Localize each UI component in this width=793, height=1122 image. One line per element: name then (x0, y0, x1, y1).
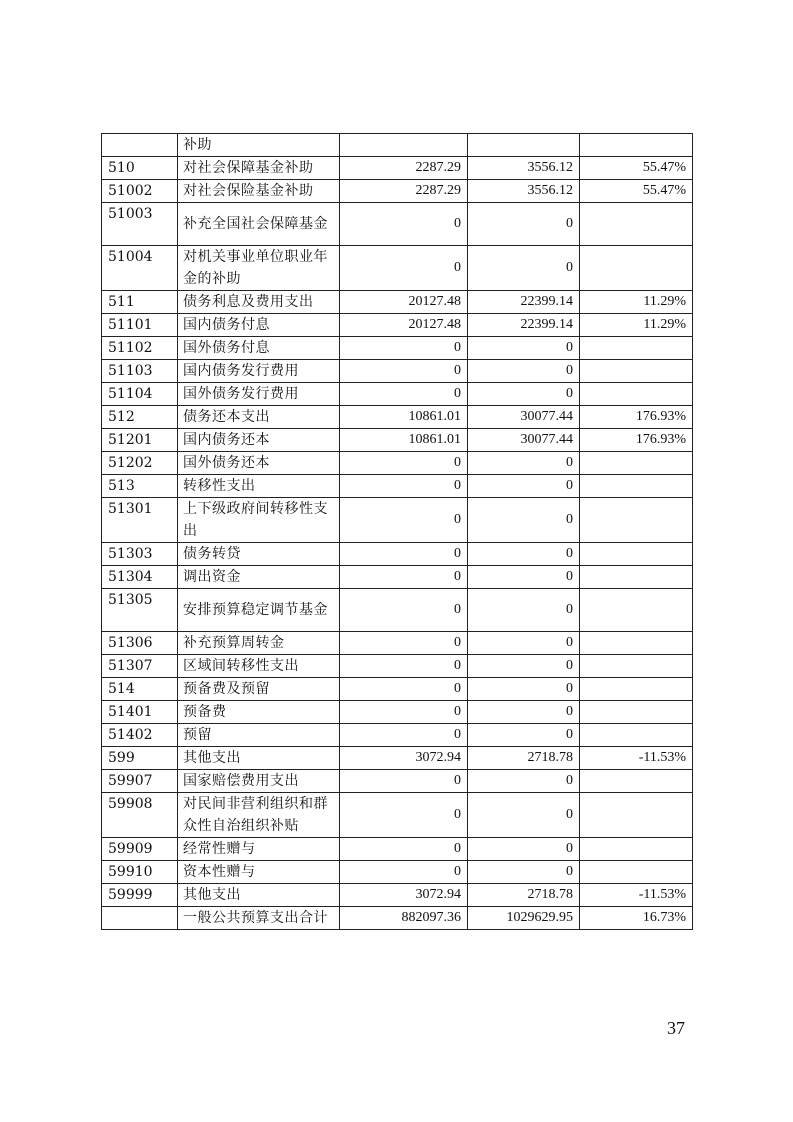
table-row (102, 475, 693, 498)
value-2-cell: 0 (468, 724, 580, 747)
value-1-cell: 882097.36 (340, 907, 468, 930)
table-row (102, 337, 693, 360)
pct-cell (580, 770, 693, 793)
name-cell: 国家赔偿费用支出 (178, 770, 340, 793)
value-2-cell: 2718.78 (468, 747, 580, 770)
value-1-cell: 0 (340, 383, 468, 406)
name-cell: 一般公共预算支出合计 (178, 907, 340, 930)
table-row (102, 589, 693, 632)
value-1-cell: 0 (340, 724, 468, 747)
pct-cell: -11.53% (580, 747, 693, 770)
code-cell (102, 134, 178, 157)
code-cell: 51201 (102, 429, 178, 452)
pct-cell: 176.93% (580, 429, 693, 452)
budget-expenditure-table (101, 133, 693, 930)
table-row (102, 180, 693, 203)
table-row (102, 406, 693, 429)
value-1-cell: 3072.94 (340, 884, 468, 907)
pct-cell (580, 203, 693, 246)
value-1-cell: 0 (340, 838, 468, 861)
name-cell: 债务转贷 (178, 543, 340, 566)
name-cell: 预备费 (178, 701, 340, 724)
name-cell: 其他支出 (178, 747, 340, 770)
pct-cell (580, 724, 693, 747)
table-row-total (102, 907, 693, 930)
value-2-cell: 0 (468, 770, 580, 793)
code-cell: 51003 (102, 203, 178, 246)
pct-cell (580, 452, 693, 475)
value-1-cell: 3072.94 (340, 747, 468, 770)
code-cell: 51305 (102, 589, 178, 632)
name-cell: 国外债务付息 (178, 337, 340, 360)
code-cell: 513 (102, 475, 178, 498)
table-row (102, 498, 693, 543)
value-2-cell: 3556.12 (468, 180, 580, 203)
code-cell: 51004 (102, 246, 178, 291)
value-2-cell: 30077.44 (468, 429, 580, 452)
name-cell: 补充预算周转金 (178, 632, 340, 655)
table-row (102, 678, 693, 701)
value-2-cell: 0 (468, 498, 580, 543)
value-2-cell: 0 (468, 475, 580, 498)
value-1-cell: 0 (340, 632, 468, 655)
value-2-cell: 2718.78 (468, 884, 580, 907)
value-2-cell: 0 (468, 543, 580, 566)
value-1-cell: 0 (340, 793, 468, 838)
code-cell (102, 907, 178, 930)
value-1-cell (340, 134, 468, 157)
value-1-cell: 0 (340, 655, 468, 678)
code-cell: 514 (102, 678, 178, 701)
name-cell: 国内债务发行费用 (178, 360, 340, 383)
value-2-cell: 0 (468, 383, 580, 406)
name-cell: 补充全国社会保障基金 (178, 203, 340, 246)
table-row (102, 793, 693, 838)
name-cell: 安排预算稳定调节基金 (178, 589, 340, 632)
value-2-cell: 0 (468, 632, 580, 655)
value-2-cell: 1029629.95 (468, 907, 580, 930)
pct-cell (580, 701, 693, 724)
name-cell: 对社会保障基金补助 (178, 157, 340, 180)
code-cell: 51002 (102, 180, 178, 203)
value-1-cell: 0 (340, 770, 468, 793)
code-cell: 51401 (102, 701, 178, 724)
table-row (102, 383, 693, 406)
code-cell: 51307 (102, 655, 178, 678)
value-2-cell: 0 (468, 793, 580, 838)
code-cell: 59910 (102, 861, 178, 884)
pct-cell (580, 360, 693, 383)
pct-cell (580, 566, 693, 589)
code-cell: 59908 (102, 793, 178, 838)
pct-cell (580, 678, 693, 701)
value-2-cell: 0 (468, 701, 580, 724)
value-2-cell: 0 (468, 203, 580, 246)
name-cell: 上下级政府间转移性支出 (178, 498, 340, 543)
value-2-cell (468, 134, 580, 157)
code-cell: 51301 (102, 498, 178, 543)
value-1-cell: 0 (340, 498, 468, 543)
code-cell: 59999 (102, 884, 178, 907)
value-2-cell: 30077.44 (468, 406, 580, 429)
value-1-cell: 20127.48 (340, 291, 468, 314)
table-row (102, 838, 693, 861)
pct-cell (580, 655, 693, 678)
value-1-cell: 0 (340, 861, 468, 884)
table-row (102, 452, 693, 475)
pct-cell (580, 383, 693, 406)
value-1-cell: 0 (340, 246, 468, 291)
pct-cell: 55.47% (580, 180, 693, 203)
table-row (102, 747, 693, 770)
pct-cell (580, 861, 693, 884)
value-2-cell: 22399.14 (468, 314, 580, 337)
code-cell: 51104 (102, 383, 178, 406)
table-row (102, 360, 693, 383)
value-1-cell: 0 (340, 203, 468, 246)
table-row (102, 314, 693, 337)
code-cell: 599 (102, 747, 178, 770)
pct-cell: 16.73% (580, 907, 693, 930)
value-1-cell: 0 (340, 475, 468, 498)
table-row (102, 770, 693, 793)
name-cell: 国内债务还本 (178, 429, 340, 452)
table-row (102, 724, 693, 747)
name-cell: 国内债务付息 (178, 314, 340, 337)
table-row (102, 246, 693, 291)
value-2-cell: 0 (468, 589, 580, 632)
value-1-cell: 0 (340, 701, 468, 724)
pct-cell: -11.53% (580, 884, 693, 907)
name-cell: 国外债务还本 (178, 452, 340, 475)
pct-cell (580, 498, 693, 543)
name-cell: 其他支出 (178, 884, 340, 907)
value-1-cell: 0 (340, 452, 468, 475)
name-cell: 对社会保险基金补助 (178, 180, 340, 203)
table-row (102, 884, 693, 907)
page-number: 37 (667, 1018, 685, 1038)
name-cell: 经常性赠与 (178, 838, 340, 861)
code-cell: 51102 (102, 337, 178, 360)
name-cell: 债务利息及费用支出 (178, 291, 340, 314)
code-cell: 512 (102, 406, 178, 429)
value-1-cell: 10861.01 (340, 429, 468, 452)
value-2-cell: 0 (468, 337, 580, 360)
table-row (102, 655, 693, 678)
code-cell: 51103 (102, 360, 178, 383)
pct-cell (580, 337, 693, 360)
code-cell: 51306 (102, 632, 178, 655)
pct-cell (580, 632, 693, 655)
value-2-cell: 0 (468, 655, 580, 678)
value-1-cell: 2287.29 (340, 157, 468, 180)
value-2-cell: 0 (468, 360, 580, 383)
code-cell: 51303 (102, 543, 178, 566)
table-row (102, 543, 693, 566)
value-1-cell: 0 (340, 678, 468, 701)
table-row (102, 203, 693, 246)
pct-cell (580, 793, 693, 838)
value-1-cell: 0 (340, 543, 468, 566)
name-cell: 区域间转移性支出 (178, 655, 340, 678)
table-row (102, 632, 693, 655)
value-2-cell: 0 (468, 678, 580, 701)
value-1-cell: 2287.29 (340, 180, 468, 203)
value-1-cell: 0 (340, 589, 468, 632)
table-row (102, 134, 693, 157)
table-row (102, 566, 693, 589)
table-row (102, 701, 693, 724)
value-1-cell: 0 (340, 566, 468, 589)
table-row (102, 157, 693, 180)
value-2-cell: 0 (468, 861, 580, 884)
pct-cell: 11.29% (580, 291, 693, 314)
pct-cell: 55.47% (580, 157, 693, 180)
code-cell: 510 (102, 157, 178, 180)
pct-cell: 176.93% (580, 406, 693, 429)
name-cell: 调出资金 (178, 566, 340, 589)
pct-cell (580, 543, 693, 566)
value-1-cell: 10861.01 (340, 406, 468, 429)
code-cell: 51202 (102, 452, 178, 475)
value-2-cell: 0 (468, 246, 580, 291)
value-2-cell: 0 (468, 452, 580, 475)
pct-cell (580, 134, 693, 157)
name-cell: 补助 (178, 134, 340, 157)
name-cell: 对民间非营利组织和群众性自治组织补贴 (178, 793, 340, 838)
name-cell: 资本性赠与 (178, 861, 340, 884)
name-cell: 对机关事业单位职业年金的补助 (178, 246, 340, 291)
value-1-cell: 0 (340, 360, 468, 383)
value-2-cell: 0 (468, 566, 580, 589)
name-cell: 债务还本支出 (178, 406, 340, 429)
code-cell: 51402 (102, 724, 178, 747)
value-1-cell: 0 (340, 337, 468, 360)
pct-cell (580, 589, 693, 632)
name-cell: 国外债务发行费用 (178, 383, 340, 406)
code-cell: 51101 (102, 314, 178, 337)
code-cell: 59909 (102, 838, 178, 861)
value-2-cell: 3556.12 (468, 157, 580, 180)
value-2-cell: 0 (468, 838, 580, 861)
pct-cell: 11.29% (580, 314, 693, 337)
table-row (102, 429, 693, 452)
pct-cell (580, 246, 693, 291)
name-cell: 转移性支出 (178, 475, 340, 498)
name-cell: 预留 (178, 724, 340, 747)
value-2-cell: 22399.14 (468, 291, 580, 314)
pct-cell (580, 838, 693, 861)
name-cell: 预备费及预留 (178, 678, 340, 701)
value-1-cell: 20127.48 (340, 314, 468, 337)
table-row (102, 291, 693, 314)
code-cell: 51304 (102, 566, 178, 589)
code-cell: 59907 (102, 770, 178, 793)
table-row (102, 861, 693, 884)
code-cell: 511 (102, 291, 178, 314)
pct-cell (580, 475, 693, 498)
